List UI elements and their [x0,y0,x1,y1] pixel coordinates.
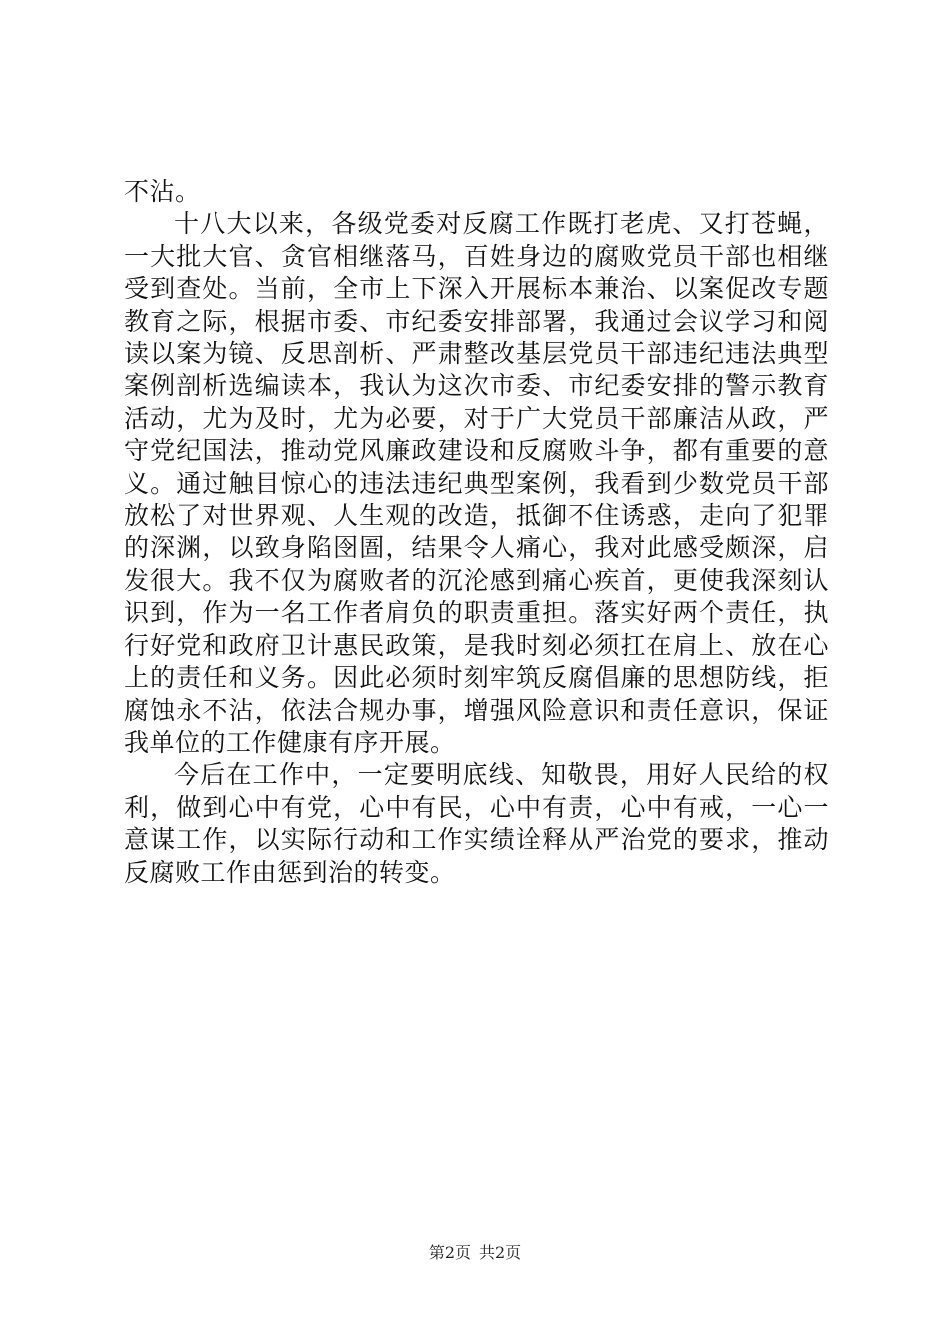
paragraph-continuation: 不沾。 [124,177,201,206]
page-footer [0,1243,950,1263]
document-body [124,176,829,889]
paragraph-commitment: 今后在工作中，一定要明底线、知敬畏，用好人民给的权利，做到心中有党，心中有民，心中有责，心中有戒，一心一意谋工作，以实际行动和工作实绩诠释从严治党的要求，推动反腐败工作由惩到治的转变。 [124,760,829,887]
paragraph-reflection: 十八大以来，各级党委对反腐工作既打老虎、又打苍蝇，一大批大官、贪官相继落马，百姓身边的腐败党员干部也相继受到查处。当前，全市上下深入开展标本兼治、以案促改专题教育之际，根据市委、市纪委安排部署，我通过会议学习和阅读以案为镜、反思剖析、严肃整改基层党员干部违纪违法典型案例剖析选编读本，我认为这次市委、市纪委安排的警示教育活动，尤为及时，尤为必要，对于广大党员干部廉洁从政，严守党纪国法，推动党风廉政建设和反腐败斗争，都有重要的意义。通过触目惊心的违法违纪典型案例，我看到少数党员干部放松了对世界观、人生观的改造，抵御不住诱惑，走向了犯罪的深渊，以致身陷囹圄，结果令人痛心，我对此感受颇深，启发很大。我不仅为腐败者的沉沦感到痛心疾首，更使我深刻认识到，作为一名工作者肩负的职责重担。落实好两个责任，执行好党和政府卫计惠民政策，是我时刻必须扛在肩上、放在心上的责任和义务。因此必须时刻牢筑反腐倡廉的思想防线，拒腐蚀永不沾，依法合规办事，增强风险意识和责任意识，保证我单位的工作健康有序开展。 [124,209,829,757]
page-number: 第2页 [428,1243,471,1262]
page-total: 共2页 [479,1243,522,1262]
